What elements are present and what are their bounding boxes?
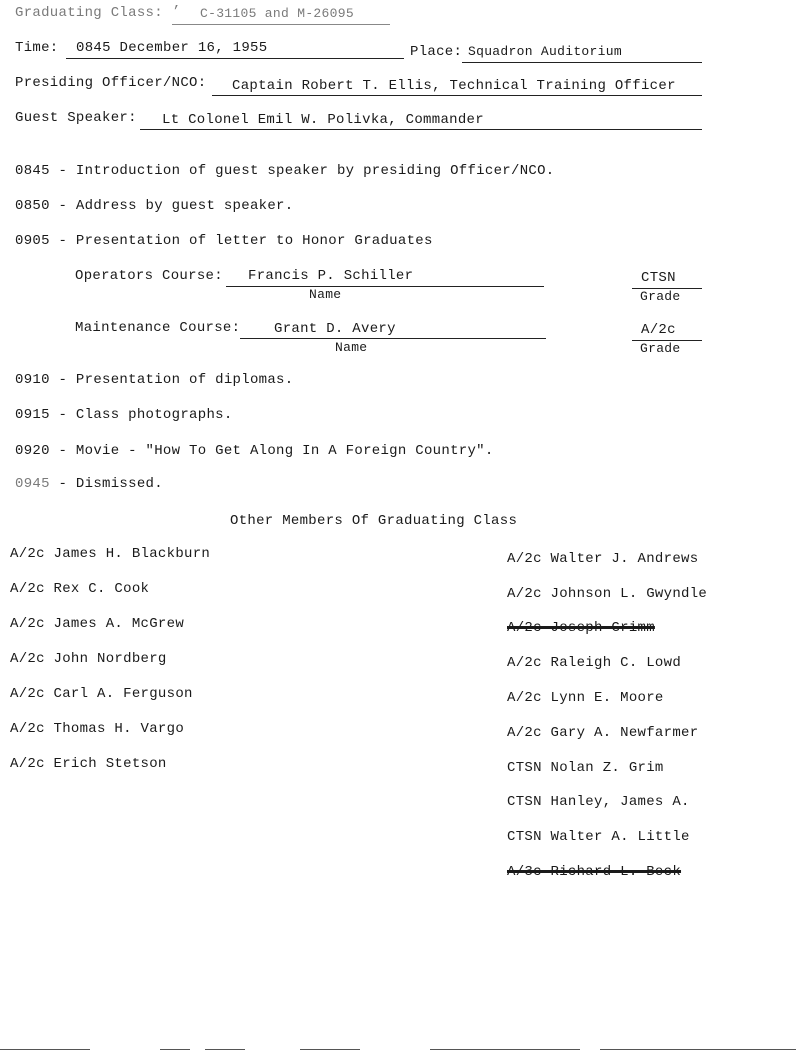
member-entry: A/2c Raleigh C. Lowd — [507, 655, 682, 671]
schedule-item: 0850 - Address by guest speaker. — [15, 198, 294, 214]
member-entry: A/2c James A. McGrew — [10, 616, 185, 632]
guest-value: Lt Colonel Emil W. Polivka, Commander — [162, 112, 484, 128]
schedule-item: 0920 - Movie - "How To Get Along In A Foreign Country". — [15, 443, 494, 459]
presiding-label: Presiding Officer/NCO: — [15, 75, 207, 91]
schedule-text: Dismissed. — [75, 476, 163, 492]
schedule-text: Introduction of guest speaker by presiding Officer/NCO. — [75, 163, 555, 179]
time-label: Time: — [15, 40, 59, 56]
tick-mark: ’ — [172, 4, 181, 20]
grade-caption: Grade — [640, 289, 681, 304]
maintenance-honor-grade: A/2c — [641, 322, 676, 338]
grade-caption: Grade — [640, 341, 681, 356]
graduating-class-value: C-31105 and M-26095 — [200, 6, 354, 21]
member-entry-struck: A/3c Richard L. Beck — [507, 864, 682, 880]
presiding-value: Captain Robert T. Ellis, Technical Training Officer — [232, 78, 676, 94]
maintenance-honor-name: Grant D. Avery — [274, 321, 396, 337]
operators-honor-name: Francis P. Schiller — [248, 268, 414, 284]
schedule-time: 0845 — [15, 163, 50, 179]
schedule-text: Address by guest speaker. — [75, 198, 294, 214]
member-entry: A/2c James H. Blackburn — [10, 546, 211, 562]
member-entry: A/2c Walter J. Andrews — [507, 551, 699, 567]
operators-course-label: Operators Course: — [75, 268, 223, 284]
schedule-item: 0845 - Introduction of guest speaker by presiding Officer/NCO. — [15, 163, 555, 179]
members-title: Other Members Of Graduating Class — [230, 513, 518, 529]
schedule-text: Presentation of diplomas. — [75, 372, 294, 388]
member-entry: A/2c Carl A. Ferguson — [10, 686, 193, 702]
schedule-text: Class photographs. — [75, 407, 233, 423]
schedule-time: 0945 — [15, 476, 50, 492]
schedule-time: 0910 — [15, 372, 50, 388]
member-entry: A/2c Thomas H. Vargo — [10, 721, 185, 737]
member-entry: CTSN Hanley, James A. — [507, 794, 690, 810]
schedule-text: Movie - "How To Get Along In A Foreign Country". — [75, 443, 494, 459]
schedule-text: Presentation of letter to Honor Graduates — [75, 233, 433, 249]
graduating-class-label: Graduating Class: — [15, 5, 163, 21]
member-entry: A/2c John Nordberg — [10, 651, 167, 667]
schedule-time: 0920 — [15, 443, 50, 459]
member-entry: CTSN Nolan Z. Grim — [507, 760, 664, 776]
time-value: 0845 December 16, 1955 — [76, 40, 268, 56]
member-entry: A/2c Gary A. Newfarmer — [507, 725, 699, 741]
operators-honor-grade: CTSN — [641, 270, 676, 286]
place-label: Place: — [410, 44, 463, 60]
member-entry: A/2c Lynn E. Moore — [507, 690, 664, 706]
schedule-time: 0850 — [15, 198, 50, 214]
place-value: Squadron Auditorium — [468, 44, 622, 59]
schedule-item: 0915 - Class photographs. — [15, 407, 233, 423]
schedule-time: 0915 — [15, 407, 50, 423]
member-entry: A/2c Rex C. Cook — [10, 581, 150, 597]
guest-label: Guest Speaker: — [15, 110, 137, 126]
member-entry: A/2c Erich Stetson — [10, 756, 167, 772]
name-caption: Name — [335, 340, 368, 355]
maintenance-course-label: Maintenance Course: — [75, 320, 241, 336]
name-caption: Name — [309, 287, 342, 302]
schedule-item: 0945 - Dismissed. — [15, 476, 163, 492]
schedule-item: 0905 - Presentation of letter to Honor Graduates — [15, 233, 433, 249]
schedule-time: 0905 — [15, 233, 50, 249]
member-entry-struck: A/2c Joseph Grimm — [507, 620, 655, 636]
member-entry: A/2c Johnson L. Gwyndle — [507, 586, 708, 602]
member-entry: CTSN Walter A. Little — [507, 829, 690, 845]
schedule-item: 0910 - Presentation of diplomas. — [15, 372, 294, 388]
